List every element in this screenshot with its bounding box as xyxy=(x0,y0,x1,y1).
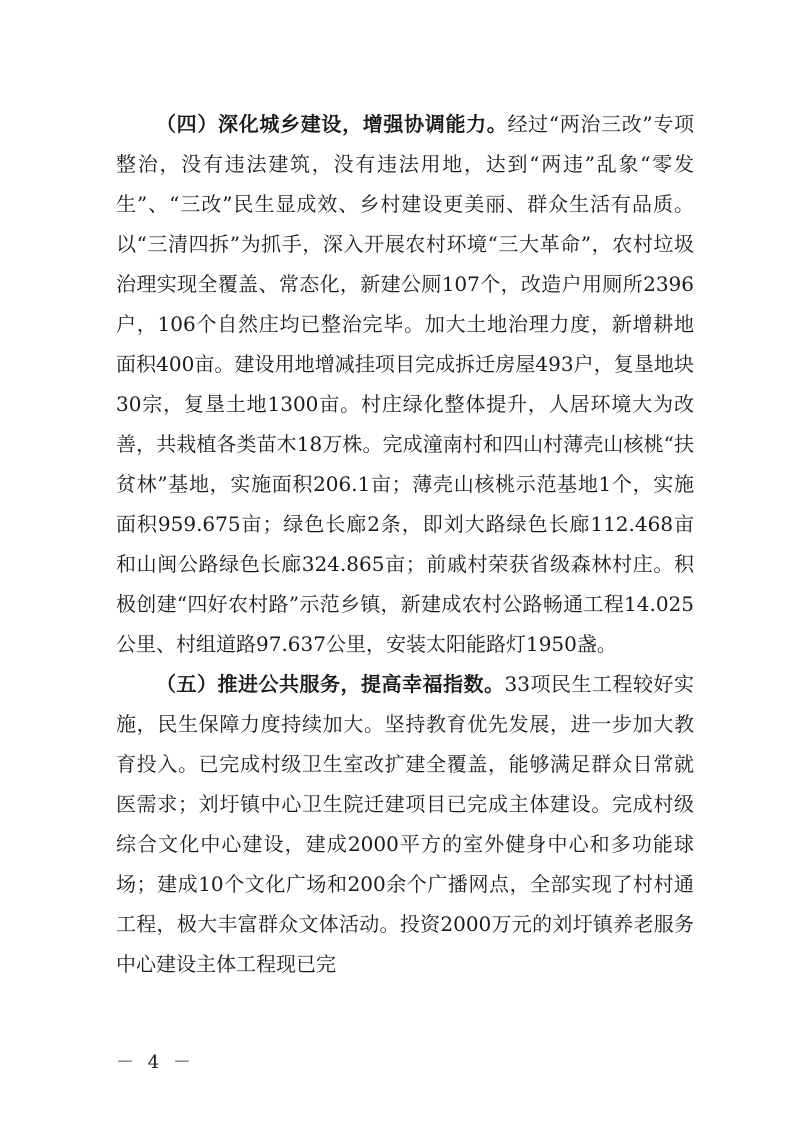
section-five-paragraph xyxy=(116,664,694,984)
section-four-paragraph xyxy=(116,104,694,664)
section-four-heading: （四）深化城乡建设，增强协调能力。 xyxy=(156,112,508,136)
document-page xyxy=(116,104,694,984)
page-number: － 4 － xyxy=(116,1052,195,1073)
section-five-heading: （五）推进公共服务，提高幸福指数。 xyxy=(156,672,505,696)
section-five-body: 33项民生工程较好实施，民生保障力度持续加大。坚持教育优先发展，进一步加大教育投入。已完成村级卫生室改扩建全覆盖，能够满足群众日常就医需求；刘圩镇中心卫生院迁建项目已完成主体建设。完成村级综合文化中心建设，建成2000平方的室外健身中心和多功能球场；建成10个文化广场和200余个广播网点，全部实现了村村通工程，极大丰富群众文体活动。投资2000万元的刘圩镇养老服务中心建设主体工程现已完 xyxy=(116,672,695,976)
section-four-body: 经过“两治三改”专项整治，没有违法建筑，没有违法用地，达到“两违”乱象“零发生”、“三改”民生显成效、乡村建设更美丽、群众生活有品质。以“三清四拆”为抓手，深入开展农村环境“三大革命”，农村垃圾治理实现全覆盖、常态化，新建公厕107个，改造户用厕所2396户，106个自然庄均已整治完毕。加大土地治理力度，新增耕地面积400亩。建设用地增减挂项目完成拆迁房屋493户，复垦地块30宗，复垦土地1300亩。村庄绿化整体提升，人居环境大为改善，共栽植各类苗木18万株。完成潼南村和四山村薄壳山核桃“扶贫林”基地，实施面积206.1亩；薄壳山核桃示范基地1个，实施面积959.675亩；绿色长廊2条，即刘大路绿色长廊112.468亩和山闽公路绿色长廊324.865亩；前戚村荣获省级森林村庄。积极创建“四好农村路”示范乡镇，新建成农村公路畅通工程14.025公里、村组道路97.637公里，安装太阳能路灯1950盏。 xyxy=(116,112,695,656)
